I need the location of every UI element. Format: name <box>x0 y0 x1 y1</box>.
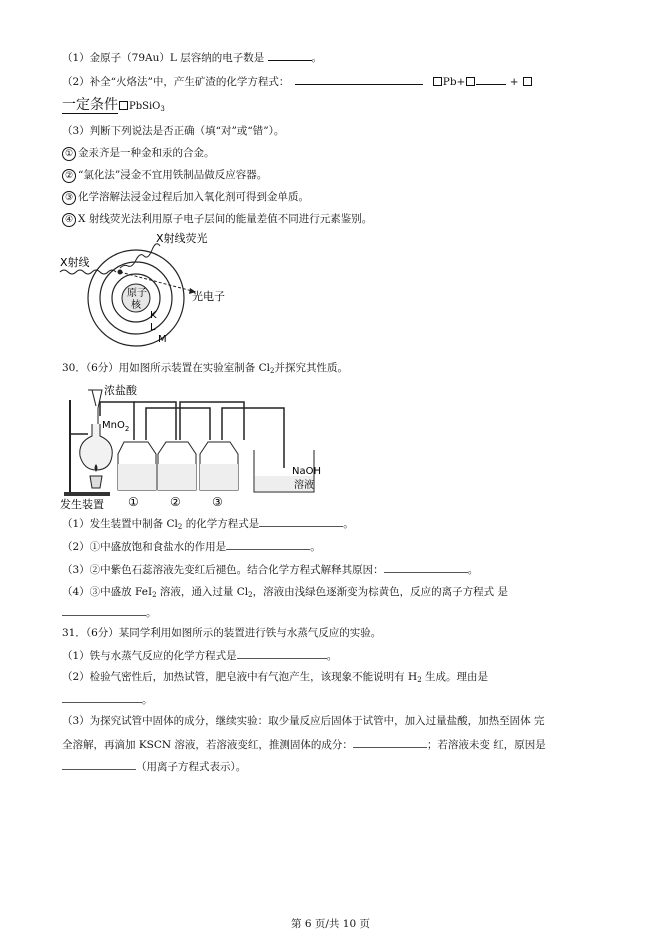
funnel-wall <box>92 390 96 406</box>
q30-part4-answer: 。 <box>62 605 157 620</box>
q30-part3: （3）②中紫色石蕊溶液先变红后褪色。结合化学方程式解释其原因： 。 <box>62 564 479 576</box>
mno2-label: MnO$_2$ <box>102 420 130 433</box>
answer-blank[interactable] <box>226 539 310 550</box>
q30-part2: （2）①中盛放饱和食盐水的作用是 。 <box>62 541 321 553</box>
page-footer: 第 6 页/共 10 页 <box>291 918 370 930</box>
coefficient-box[interactable] <box>119 101 128 110</box>
q30-part1: （1）发生装置中制备 $Cl_2$ 的化学方程式是 。 <box>62 518 354 531</box>
q31-part3-line3: （用离子方程式表示）。 <box>62 759 246 774</box>
answer-blank[interactable] <box>62 692 142 703</box>
bottle-label-1: ① <box>128 495 139 509</box>
q31-title: 31．（6分）某同学利用如图所示的装置进行铁与水蒸气反应的实验。 <box>62 627 382 639</box>
answer-blank[interactable] <box>476 74 506 85</box>
answer-blank[interactable] <box>384 562 468 573</box>
fluorescence-wave <box>120 244 160 268</box>
stand-base <box>64 492 110 496</box>
shell-label-m: M <box>158 334 167 345</box>
answer-blank[interactable] <box>353 737 427 748</box>
q29-part2: （2）补全“火烙法”中，产生矿渣的化学方程式： Pb+ + <box>62 74 533 89</box>
solution-label: 溶液 <box>294 480 314 491</box>
coefficient-box[interactable] <box>466 77 475 86</box>
xray-label: X射线 <box>60 256 90 269</box>
q31-part1: （1）铁与水蒸气反应的化学方程式是 。 <box>62 650 338 662</box>
hcl-label: 浓盐酸 <box>104 384 137 397</box>
q31-part2-answer: 。 <box>62 692 153 707</box>
statement-4: ④ X 射线荧光法利用原子电子层间的能量差值不同进行元素鉴别。 <box>62 212 372 227</box>
answer-blank[interactable] <box>62 759 136 770</box>
statement-3: ③ 化学溶解法浸金过程后加入氧化剂可得到金单质。 <box>62 190 309 205</box>
xray-wave <box>60 270 116 274</box>
atom-diagram <box>58 228 258 350</box>
answer-blank[interactable] <box>237 648 327 659</box>
answer-blank[interactable] <box>295 74 423 85</box>
answer-blank[interactable] <box>62 605 146 616</box>
reaction-condition: 一定条件 PbSiO$_3$ <box>62 97 165 113</box>
q30-title: 30．（6分）用如图所示装置在实验室制备 $Cl_2$并探究其性质。 <box>62 362 348 375</box>
nucleus-label: 核 <box>131 300 141 311</box>
q31-part3-line1: （3）为探究试管中固体的成分，继续实验：取少量反应后固体于试管中，加入过量盐酸，加热至固体 完 <box>62 715 545 727</box>
answer-blank[interactable] <box>259 516 343 527</box>
statement-1: ① 金汞齐是一种金和汞的合金。 <box>62 146 215 161</box>
answer-blank[interactable] <box>268 50 312 61</box>
liquid-1 <box>118 464 156 490</box>
q30-part4: （4）③中盛放 FeI$_2$ 溶液，通入过量 $Cl_2$，溶液由浅绿色逐渐变为棕黄色，反应的离子方程式 是 <box>62 586 508 599</box>
nucleus-label: 原子 <box>127 288 147 299</box>
apparatus-diagram <box>58 380 348 512</box>
liquid-3 <box>200 464 238 490</box>
bottle-label-2: ② <box>170 495 181 509</box>
coefficient-box[interactable] <box>523 77 532 86</box>
liquid-2 <box>158 464 196 490</box>
shell-label-l: L <box>150 322 156 333</box>
q31-part3-line2: 全溶解，再滴加 KSCN 溶液，若溶液变红，推测固体的成分： ；若溶液未变 红，原因是 <box>62 739 546 751</box>
generator-label: 发生装置 <box>60 498 104 511</box>
q31-part2: （2）检验气密性后，加热试管，肥皂液中有气泡产生，该现象不能说明有 $H_2$ 生成。理由是 <box>62 671 488 684</box>
alcohol-lamp <box>90 476 102 488</box>
photoelectron-label: 光电子 <box>192 290 225 303</box>
fluorescence-label: X射线荧光 <box>156 232 208 245</box>
bottle-label-3: ③ <box>212 495 223 509</box>
q29-part3: （3）判断下列说法是否正确（填“对”或“错”）。 <box>62 125 285 137</box>
statement-2: ② “氯化法”浸金不宜用铁制品做反应容器。 <box>62 168 267 183</box>
naoh-label: NaOH <box>292 466 321 477</box>
shell-label-k: K <box>150 310 157 321</box>
gas-tube <box>146 408 210 440</box>
electron <box>118 270 123 275</box>
coefficient-box[interactable] <box>433 77 442 86</box>
q29-part1: （1）金原子（79Au）L 层容纳的电子数是 。 <box>62 52 323 64</box>
